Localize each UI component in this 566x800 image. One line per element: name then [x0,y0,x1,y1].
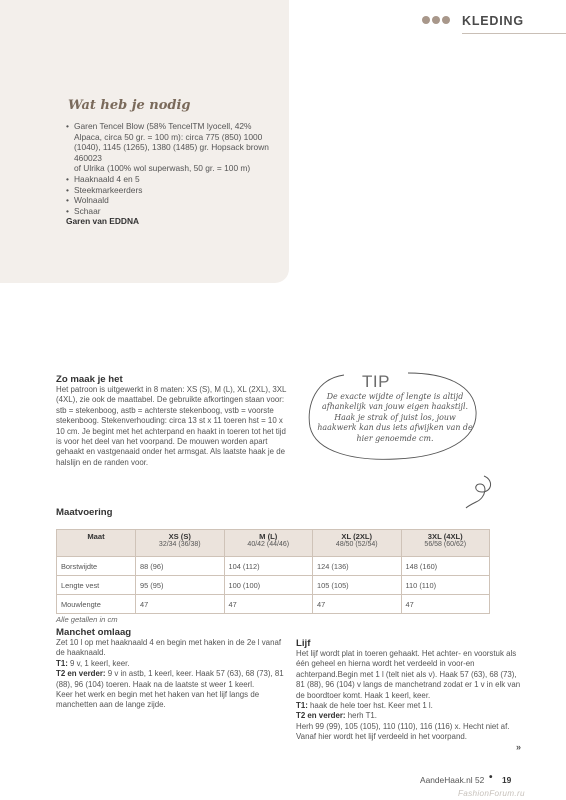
table-cell: 47 [401,595,490,614]
list-item: • Schaar [66,206,281,217]
footer-site: AandeHaak.nl 52 [420,775,485,785]
continue-arrow-icon: » [516,742,522,752]
materials-title: Wat heb je nodig [68,98,191,113]
howto-paragraph: Het patroon is uitgewerkt in 8 maten: XS (S), M (L), XL (2XL), 3XL (4XL), zie ook de maattabel. De gebruikte afkortingen staan voor: stb = stekenboog, astb = achterste stekenboog, vstb = voorste stekenboog. Stekenverhouding: circa 13 st x 11 toeren hst = 10 x 10 cm. Je begint met het achterpand en haakt in toeren tot het tijd is voor het deel van het voorpand. De mouwen worden apart gehaakt en vastgenaaid onder het armsgat. Als laatste haak je de halslijn en de randen voor. [56,385,287,467]
cuff-paragraph [56,638,284,711]
watermark: FashionForum.ru [458,789,525,798]
supplier-label: Garen van EDDNA [66,216,140,227]
table-cell: 104 (112) [224,557,313,576]
footer-separator: • [489,772,493,783]
section-heading: Zo maak je het [56,374,123,385]
tip-title: TIP [362,372,390,391]
cuff-intro: Zet 10 l op met haaknaald 4 en begin met haken in de 2e l vanaf de haaknaald. [56,638,282,658]
body-step-2: T2 en verder: herh T1. [296,711,377,721]
table-row [57,595,490,614]
page-number: 19 [502,775,512,785]
table-cell: 47 [224,595,313,614]
cuff-step-2: T2 en verder: 9 v in astb, 1 keerl, keer. Haak 57 (63), 68 (73), 81 (88), 96 (104) toeren. Haak na de laatste st weer 1 keerl. [56,669,284,689]
body-outro: Herh 99 (99), 105 (105), 110 (110), 116 (116) x. Hecht niet af. Vanaf hier wordt het lijf verdeeld in het voorpand. [296,721,510,742]
materials-list [66,121,281,227]
table-header-cell: XL (2XL) 48/50 (52/54) [313,530,402,557]
table-cell: 124 (136) [313,557,402,576]
table-cell: 148 (160) [401,557,490,576]
body-step-1: T1: haak de hele toer hst. Keer met 1 l. [296,701,433,711]
header-divider [462,33,566,34]
row-label: Lengte vest [57,576,136,595]
section-heading: Lijf [296,638,311,649]
cuff-step-1: T1: 9 v, 1 keerl, keer. [56,658,130,668]
table-cell: 95 (95) [136,576,225,595]
header-icons [422,16,450,24]
row-label: Borstwijdte [57,557,136,576]
table-cell: 47 [136,595,225,614]
section-heading: Maatvoering [56,507,113,518]
table-cell: 47 [313,595,402,614]
body-intro: Het lijf wordt plat in toeren gehaakt. Het achter- en voorstuk als één geheel en hierna wordt het verdeeld in voor-en achterpand.Begin met 1 l (telt niet als v). Haak 57 (63), 68 (73), 81 (88), 96 (104) v langs de manchetrand zodat er 1 v in elk van de boordtoer komt. Haak 1 keerl, keer. [296,649,521,700]
body-paragraph [296,649,526,743]
cuff-outro: Keer het werk en begin met het haken van het lijf langs de manchetten aan de lange zijde. [56,690,260,710]
list-item: • Garen Tencel Blow (58% TencelTM lyocell, 42% Alpaca, circa 50 gr. = 100 m): circa 775 (850) 1000 (1040), 1145 (1265), 1380 (1485) gr. Hopsack brown 460023 [66,121,281,163]
list-item: • Wolnaald [66,195,281,206]
table-header-cell: XS (S) 32/34 (36/38) [136,530,225,557]
table-cell: 100 (100) [224,576,313,595]
table-cell: 88 (96) [136,557,225,576]
table-note: Alle getallen in cm [56,615,118,624]
tip-text: De exacte wijdte of lengte is altijd afhankelijk van jouw eigen haakstijl. Haak je strak of juist los, jouw haakwerk kan dus iets afwijken van de hier genoemde cm. [317,392,473,443]
table-cell: 105 (105) [313,576,402,595]
list-item: • Haaknaald 4 en 5 [66,174,281,185]
knot-icon [422,16,430,24]
table-header-cell: 3XL (4XL) 56/58 (60/62) [401,530,490,557]
section-heading: Manchet omlaag [56,627,132,638]
row-label: Mouwlengte [57,595,136,614]
list-item: of Ulrika (100% wol superwash, 50 gr. = 100 m) [74,163,251,174]
table-header-row [57,530,490,557]
table-header-cell: M (L) 40/42 (44/46) [224,530,313,557]
knot-icon [442,16,450,24]
table-cell: 110 (110) [401,576,490,595]
swirl-icon [464,474,496,510]
list-item: • Steekmarkeerders [66,185,281,196]
section-label: KLEDING [462,14,524,28]
table-row [57,557,490,576]
yarn-icon [432,16,440,24]
size-table [56,529,490,614]
table-row [57,576,490,595]
table-header-cell: Maat [57,530,136,557]
